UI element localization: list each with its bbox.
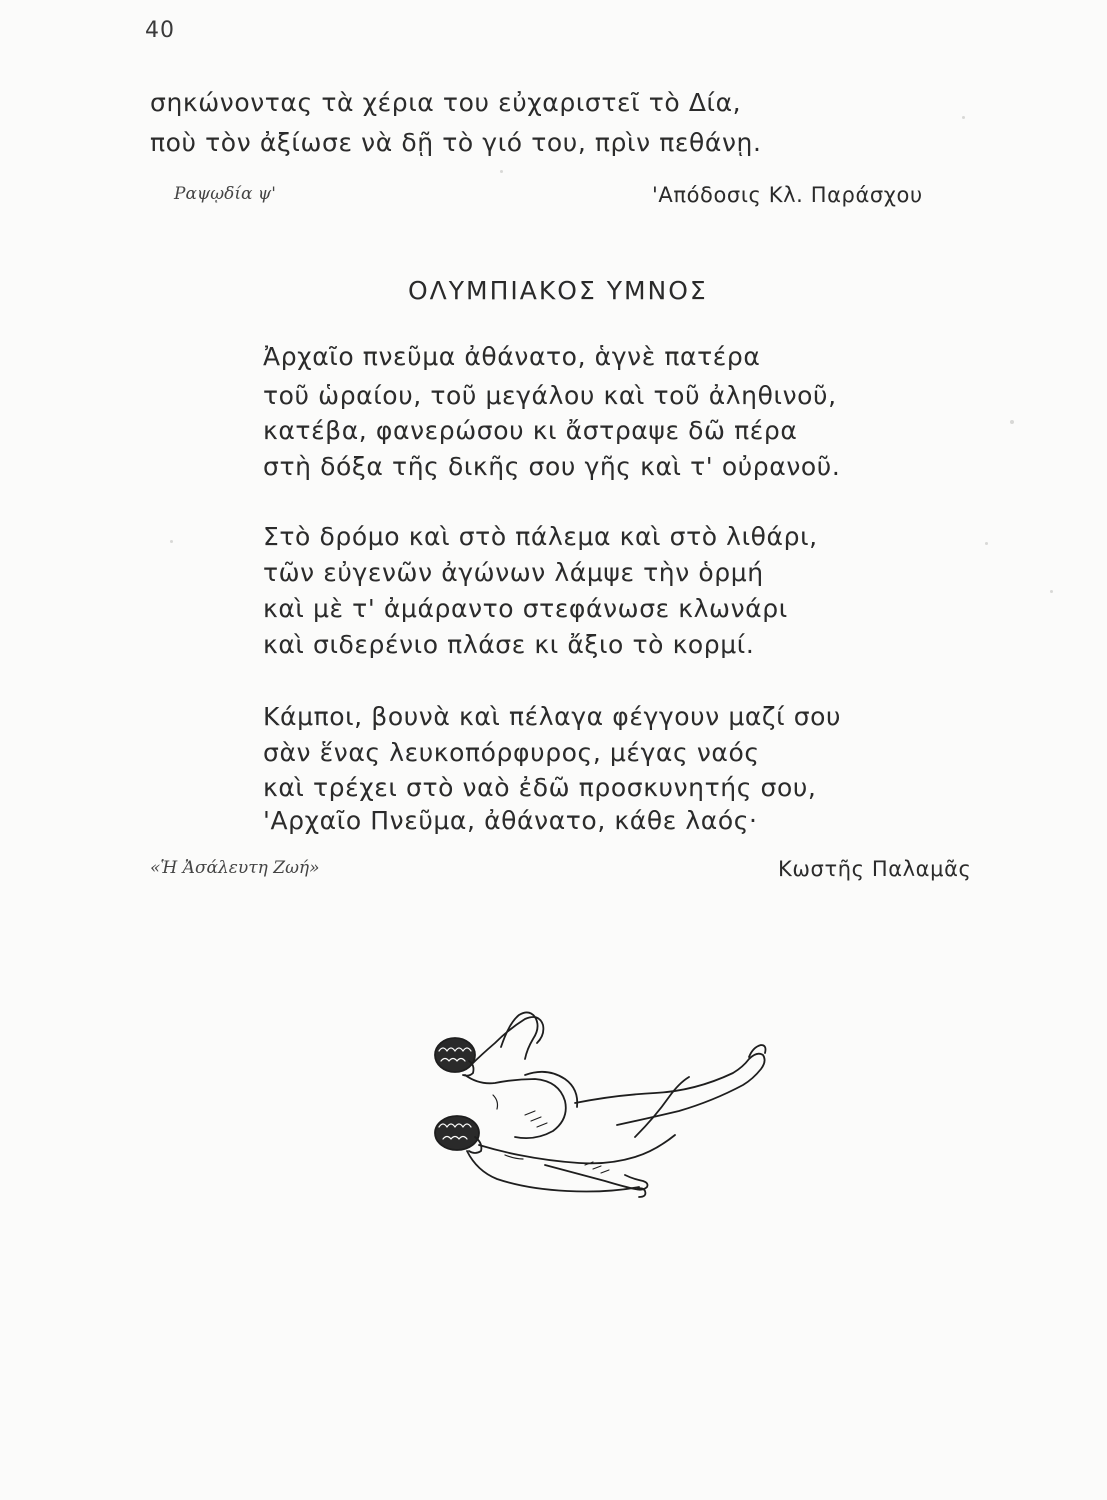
- bottom-wrestler-back: [467, 1151, 639, 1192]
- poem-line: καὶ τρέχει στὸ ναὸ ἐδῶ προσκυνητής σου,: [263, 773, 817, 802]
- poem-line: στὴ δόξα τῆς δικῆς σου γῆς καὶ τ' οὐρανοῦ.: [263, 452, 841, 481]
- scan-speck: [1050, 590, 1053, 593]
- scan-speck: [500, 170, 503, 173]
- bottom-wrestler-leg: [635, 1077, 689, 1137]
- scan-speck: [1010, 420, 1014, 424]
- poem-line: Ἀρχαῖο πνεῦμα ἀθάνατο, ἁγνὲ πατέρα: [263, 342, 761, 371]
- bottom-wrestler-head: [435, 1116, 481, 1153]
- top-wrestler-leg: [575, 1054, 765, 1125]
- poem-line: κατέβα, φανερώσου κι ἄστραψε δῶ πέρα: [263, 416, 798, 445]
- top-wrestler-torso: [465, 1075, 566, 1138]
- bottom-wrestler-torso: [479, 1135, 675, 1163]
- top-wrestler-head: [435, 1038, 475, 1076]
- poem-line: καὶ σιδερένιο πλάσε κι ἄξιο τὸ κορμί.: [263, 630, 755, 659]
- poem-line: Στὸ δρόμο καὶ στὸ πάλεμα καὶ στὸ λιθάρι,: [263, 522, 818, 551]
- poem-source: «Ἡ Ἀσάλευτη Ζωή»: [150, 858, 320, 878]
- wrestlers-drawing-icon: [405, 1005, 775, 1220]
- top-verse-line: ποὺ τὸν ἀξίωσε νὰ δῇ τὸ γιό του, πρὶν πεθάνῃ.: [150, 128, 762, 157]
- poem-line: Κάμποι, βουνὰ καὶ πέλαγα φέγγουν μαζί σου: [263, 702, 842, 731]
- top-verse-line: σηκώνοντας τὰ χέρια του εὐχαριστεῖ τὸ Δία,: [150, 88, 742, 117]
- poem-line: 'Αρχαῖο Πνεῦμα, ἀθάνατο, κάθε λαός·: [263, 806, 758, 835]
- poem-title: ΟΛΥΜΠΙΑΚΟΣ ΥΜΝΟΣ: [408, 276, 708, 305]
- top-wrestler-arm: [501, 1012, 538, 1059]
- scan-speck: [170, 540, 173, 543]
- poem-line: καὶ μὲ τ' ἀμάραντο στεφάνωσε κλωνάρι: [263, 594, 788, 623]
- poem-line: σὰν ἕνας λευκοπόρφυρος, μέγας ναός: [263, 738, 760, 767]
- poem-line: τοῦ ὡραίου, τοῦ μεγάλου καὶ τοῦ ἀληθινοῦ,: [263, 381, 837, 410]
- scan-speck: [985, 542, 988, 545]
- top-verse-source: Ραψῳδία ψ': [174, 184, 276, 204]
- poem-line: τῶν εὐγενῶν ἀγώνων λάμψε τὴν ὁρμή: [263, 558, 764, 587]
- bottom-wrestler-arm: [545, 1165, 648, 1190]
- scan-speck: [962, 116, 965, 119]
- top-wrestler-hip: [525, 1072, 577, 1107]
- poem-author: Κωστῆς Παλαμᾶς: [778, 857, 972, 881]
- page-number: 40: [145, 18, 175, 43]
- translator-credit: 'Απόδοσις Κλ. Παράσχου: [652, 183, 923, 207]
